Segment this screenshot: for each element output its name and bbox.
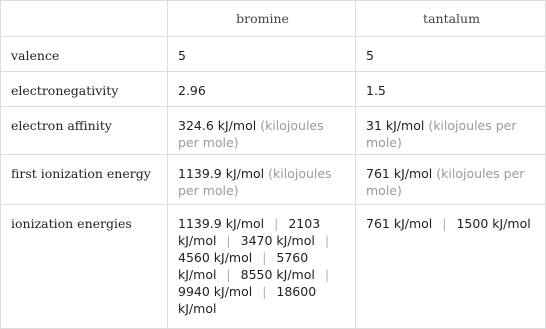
bromine-electronegativity: 2.96 [168, 72, 356, 107]
unit-label: (kilojoules per mole) [366, 166, 525, 198]
row-label: first ionization energy [1, 155, 168, 205]
unit-label: (kilojoules per mole) [178, 118, 324, 150]
separator: | [226, 267, 231, 282]
tantalum-electronegativity: 1.5 [356, 72, 546, 107]
table-row [1, 155, 546, 205]
column-header-bromine: bromine [168, 1, 356, 37]
table-row [1, 37, 546, 72]
ionization-value: 4560 kJ/mol [178, 250, 253, 265]
unit-label: (kilojoules per mole) [366, 118, 517, 150]
separator: | [324, 233, 330, 248]
tantalum-valence: 5 [356, 37, 546, 72]
ionization-value: 5760 kJ/mol [178, 250, 309, 282]
bromine-valence: 5 [168, 37, 356, 72]
tantalum-electron-affinity [356, 107, 546, 155]
separator: | [262, 250, 267, 265]
separator: | [262, 284, 267, 299]
value: 324.6 kJ/mol [178, 118, 257, 133]
separator: | [442, 216, 447, 231]
ionization-value: 18600 kJ/mol [178, 284, 317, 316]
table-row [1, 107, 546, 155]
header-row [1, 1, 546, 37]
bromine-ionization-energies [168, 205, 356, 329]
value: 31 kJ/mol [366, 118, 425, 133]
separator: | [324, 267, 330, 282]
bromine-first-ionization [168, 155, 356, 205]
separator: | [226, 233, 231, 248]
row-label: electron affinity [1, 107, 168, 155]
ionization-value: 2103 kJ/mol [178, 216, 321, 248]
tantalum-first-ionization [356, 155, 546, 205]
ionization-value: 1139.9 kJ/mol [178, 216, 265, 231]
ionization-value: 3470 kJ/mol [240, 233, 315, 248]
separator: | [274, 216, 279, 231]
row-label: ionization energies [1, 205, 168, 329]
corner-cell [1, 1, 168, 37]
value: 761 kJ/mol [366, 166, 433, 181]
ionization-value: 9940 kJ/mol [178, 284, 253, 299]
column-header-tantalum: tantalum [356, 1, 546, 37]
unit-label: (kilojoules per mole) [178, 166, 332, 198]
value: 1139.9 kJ/mol [178, 166, 265, 181]
table-row [1, 205, 546, 329]
tantalum-ionization-energies [356, 205, 546, 329]
ionization-value: 8550 kJ/mol [240, 267, 315, 282]
bromine-electron-affinity [168, 107, 356, 155]
row-label: valence [1, 37, 168, 72]
table-row [1, 72, 546, 107]
row-label: electronegativity [1, 72, 168, 107]
ionization-value: 761 kJ/mol [366, 216, 433, 231]
ionization-value: 1500 kJ/mol [456, 216, 531, 231]
